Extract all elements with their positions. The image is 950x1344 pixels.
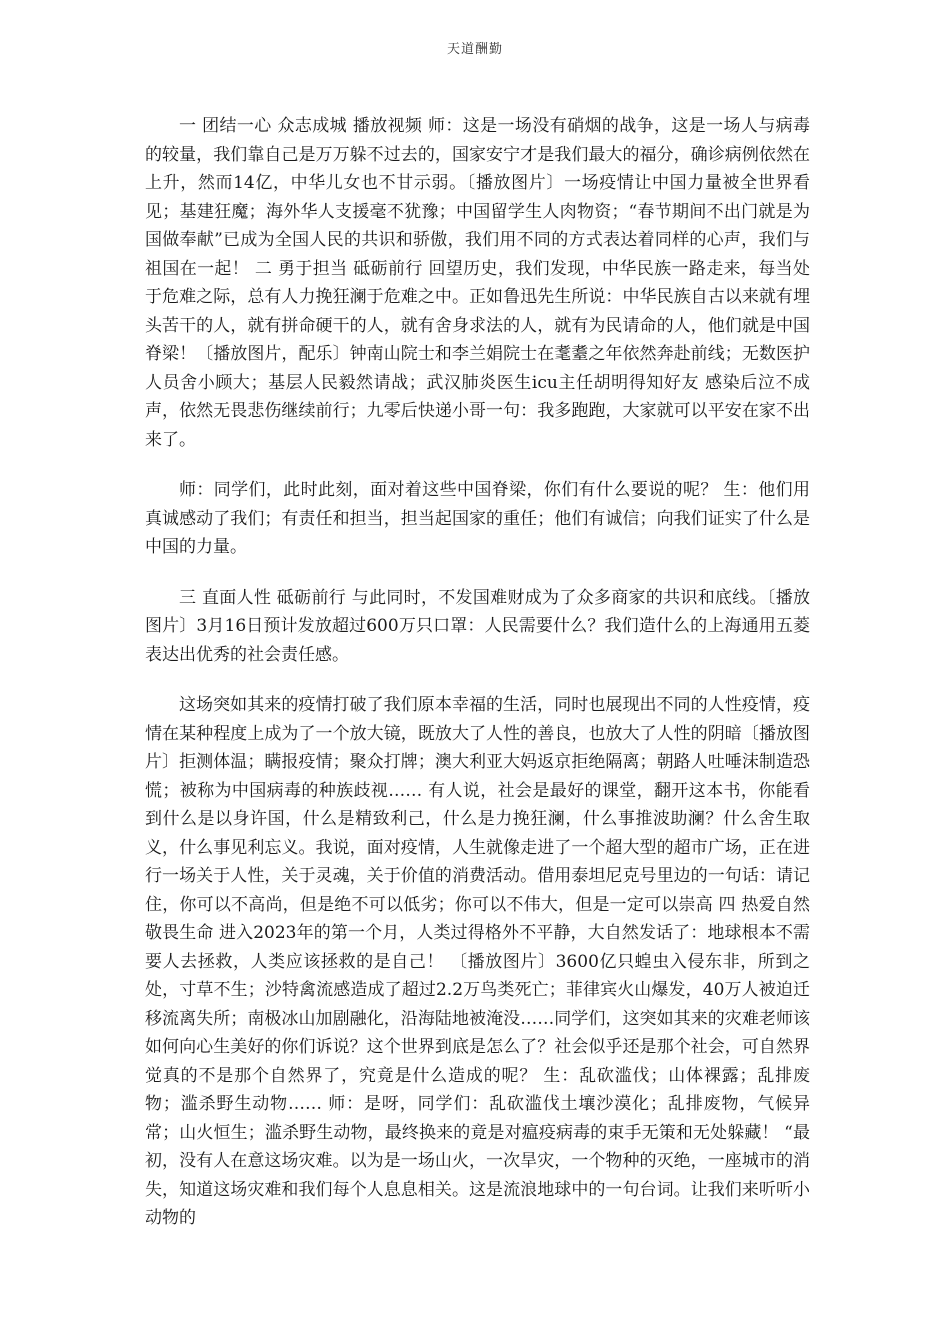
paragraph-2: 师：同学们，此时此刻，面对着这些中国脊梁，你们有什么要说的呢？ 生：他们用真诚感动了我们；有责任和担当，担当起国家的重任；他们有诚信；向我们证实了什么是中国的力量。 (145, 480, 810, 557)
paragraph-3: 三 直面人性 砥砺前行 与此同时，不发国难财成为了众多商家的共识和底线。〔播放图片〕3月16日预计发放超过600万只口罩：人民需要什么？我们造什么的上海通用五菱表达出优秀的社会责任感。 (145, 587, 810, 665)
paragraph-4: 这场突如其来的疫情打破了我们原本幸福的生活，同时也展现出不同的人性疫情，疫情在某种程度上成为了一个放大镜，既放大了人性的善良，也放大了人性的阴暗〔播放图片〕拒测体温；瞒报疫情；聚众打牌；澳大利亚大妈返京拒绝隔离；朝路人吐唾沫制造恐慌；被称为中国病毒的种族歧视…… 有人说，社会是最好的课堂，翻开这本书，你能看到什么是以身许国，什么是精致利己，什么是力挽狂澜，什么事推波助澜？什么舍生取义，什么事见利忘义。我说，面对疫情，人生就像走进了一个超大型的超市广场，正在进行一场关于人性，关于灵魂，关于价值的消费活动。借用泰坦尼克号里边的一句话：请记住，你可以不高尚，但是绝不可以低劣；你可以不伟大，但是一定可以崇高 四 热爱自然 敬畏生命 进入2023年的第一个月，人类过得格外不平静，大自然发话了：地球根本不需要人去拯救，人类应该拯救的是自己！ 〔播放图片〕3600亿只蝗虫入侵东非，所到之处，寸草不生；沙特禽流感造成了超过2.2万鸟类死亡；菲律宾火山爆发，40万人被迫迁移流离失所；南极冰山加剧融化，沿海陆地被淹没……同学们，这突如其来的灾难老师该如何向心生美好的你们诉说？这个世界到底是怎么了？社会似乎还是那个社会，可自然界觉真的不是那个自然界了，究竟是什么造成的呢？ 生：乱砍滥伐；山体裸露；乱排废物；滥杀野生动物…… 师：是呀，同学们：乱砍滥伐土壤沙漠化；乱排废物，气候异常；山火恒生；滥杀野生动物，最终换来的竟是对瘟疫病毒的束手无策和无处躲藏！ “最初，没有人在意这场灾难。以为是一场山火，一次旱灾，一个物种的灭绝，一座城市的消失，知道这场灾难和我们每个人息息相关。这是流浪地球中的一句台词。让我们来听听小动物的 (145, 695, 810, 1228)
document-body (145, 112, 810, 1255)
page-header: 天道酬勤 (446, 42, 503, 57)
paragraph-1: 一 团结一心 众志成城 播放视频 师：这是一场没有硝烟的战争，这是一场人与病毒的较量，我们靠自己是万万躲不过去的，国家安宁才是我们最大的福分，确诊病例依然在上升，然而14亿，中华儿女也不甘示弱。〔播放图片〕一场疫情让中国力量被全世界看见；基建狂魔；海外华人支援毫不犹豫；中国留学生人肉物资；“春节期间不出门就是为国做奉献”已成为全国人民的共识和骄傲，我们用不同的方式表达着同样的心声，我们与祖国在一起！ 二 勇于担当 砥砺前行 回望历史，我们发现，中华民族一路走来，每当处于危难之际，总有人力挽狂澜于危难之中。正如鲁迅先生所说：中华民族自古以来就有埋头苦干的人，就有拼命硬干的人，就有舍身求法的人，就有为民请命的人，他们就是中国脊梁！〔播放图片，配乐〕钟南山院士和李兰娟院士在耄耋之年依然奔赴前线；无数医护人员舍小顾大；基层人民毅然请战；武汉肺炎医生icu主任胡明得知好友 感染后泣不成声，依然无畏悲伤继续前行；九零后快递小哥一句：我多跑跑，大家就可以平安在家不出来了。 (145, 116, 810, 450)
